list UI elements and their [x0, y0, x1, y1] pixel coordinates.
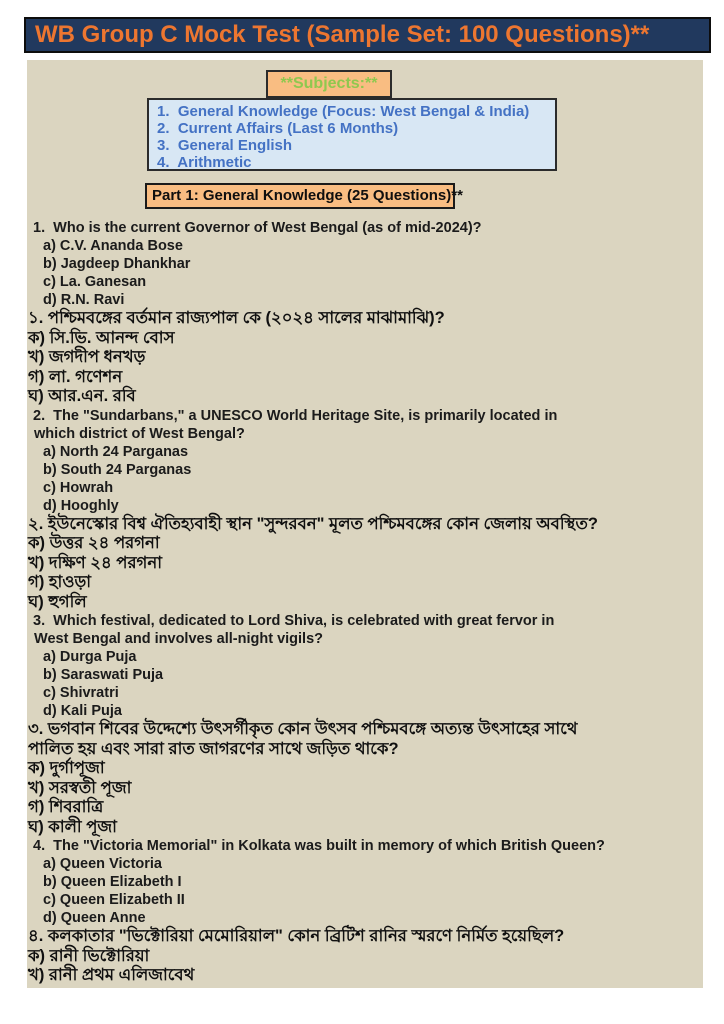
option-ka-bn: ক) দুর্গাপূজা — [28, 759, 105, 777]
subjects-list — [147, 98, 557, 171]
question-text-en-line2: which district of West Bengal? — [30, 425, 245, 442]
option-a-en: a) Queen Victoria — [43, 856, 162, 872]
part1-heading-box — [145, 183, 463, 209]
option-kha-bn: খ) রানী প্রথম এলিজাবেথ — [28, 966, 195, 984]
subjects-label: **Subjects:** — [280, 75, 378, 92]
page-title-bar — [24, 17, 711, 53]
option-ga-bn: গ) শিবরাত্রি — [28, 798, 104, 816]
option-b-en: b) South 24 Parganas — [43, 461, 192, 478]
option-kha-bn: খ) সরস্বতী পূজা — [28, 778, 132, 797]
subject-item-arithmetic: 4. Arithmetic — [157, 154, 252, 171]
question-block-2 — [28, 407, 698, 613]
questions-section — [28, 219, 698, 986]
question-block-4 — [28, 837, 698, 986]
question-text-en: 3. Which festival, dedicated to Lord Shiva, is celebrated with great fervor in — [33, 613, 555, 629]
question-text-bn: ৩. ভগবান শিবের উদ্দেশ্যে উৎসর্গীকৃত কোন উৎসব পশ্চিমবঙ্গে অত্যন্ত উৎসাহের সাথে — [28, 720, 578, 738]
question-text-en-line2: West Bengal and involves all-night vigils? — [30, 631, 324, 647]
option-ga-bn: গ) লা. গণেশন — [28, 367, 123, 386]
question-text-en: 1. Who is the current Governor of West Bengal (as of mid-2024)? — [33, 220, 482, 236]
question-text-en: 4. The "Victoria Memorial" in Kolkata was built in memory of which British Queen? — [33, 838, 605, 854]
option-b-en: b) Saraswati Puja — [43, 667, 164, 683]
option-c-en: c) Shivratri — [43, 685, 119, 701]
option-kha-bn: খ) দক্ষিণ ২৪ পরগনা — [28, 553, 162, 572]
subject-item-current-affairs: 2. Current Affairs (Last 6 Months) — [157, 120, 399, 137]
question-text-bn-line2: পালিত হয় এবং সারা রাত জাগরণের সাথে জড়িত থাকে? — [28, 739, 399, 758]
option-kha-bn: খ) জগদীপ ধনখড় — [28, 348, 146, 366]
option-ga-bn: গ) হাওড়া — [28, 573, 92, 591]
option-d-en: d) R.N. Ravi — [43, 292, 125, 308]
page-title: WB Group C Mock Test (Sample Set: 100 Questions)** — [35, 21, 650, 48]
option-a-en: a) North 24 Parganas — [43, 443, 189, 460]
subject-item-general-english: 3. General English — [157, 137, 293, 154]
question-text-bn: ২. ইউনেস্কোর বিশ্ব ঐতিহ্যবাহী স্থান "সুন্দরবন" মূলত পশ্চিমবঙ্গের কোন জেলায় অবস্থিত? — [28, 514, 598, 533]
question-block-1 — [28, 219, 698, 407]
question-text-bn: ১. পশ্চিমবঙ্গের বর্তমান রাজ্যপাল কে (২০২৪ সালের মাঝামাঝি)? — [28, 309, 445, 327]
option-c-en: c) La. Ganesan — [43, 274, 147, 290]
option-d-en: d) Kali Puja — [43, 703, 122, 719]
option-a-en: a) C.V. Ananda Bose — [43, 238, 183, 254]
option-a-en: a) Durga Puja — [43, 649, 137, 665]
option-c-en: c) Queen Elizabeth II — [43, 892, 185, 908]
option-d-en: d) Hooghly — [43, 497, 119, 514]
option-c-en: c) Howrah — [43, 479, 114, 496]
option-ka-bn: ক) রানী ভিক্টোরিয়া — [28, 946, 150, 965]
question-text-en: 2. The "Sundarbans," a UNESCO World Heritage Site, is primarily located in — [33, 407, 558, 424]
option-b-en: b) Jagdeep Dhankhar — [43, 256, 191, 272]
subjects-label-box — [266, 70, 392, 98]
option-gha-bn: ঘ) হুগলি — [28, 592, 87, 611]
option-ka-bn: ক) উত্তর ২৪ পরগনা — [28, 534, 160, 552]
question-text-bn: ৪. কলকাতার "ভিক্টোরিয়া মেমোরিয়াল" কোন ব্রিটিশ রানির স্মরণে নির্মিত হয়েছিল? — [28, 927, 565, 945]
option-b-en: b) Queen Elizabeth I — [43, 874, 182, 890]
option-gha-bn: ঘ) আর.এন. রবি — [28, 387, 136, 405]
question-block-3 — [28, 612, 698, 837]
part1-heading: Part 1: General Knowledge (25 Questions)** — [152, 187, 463, 204]
option-d-en: d) Queen Anne — [43, 910, 146, 926]
option-gha-bn: ঘ) কালী পূজা — [28, 817, 117, 836]
option-ka-bn: ক) সি.ভি. আনন্দ বোস — [28, 328, 175, 347]
subject-item-general-knowledge: 1. General Knowledge (Focus: West Bengal & India) — [157, 103, 530, 120]
